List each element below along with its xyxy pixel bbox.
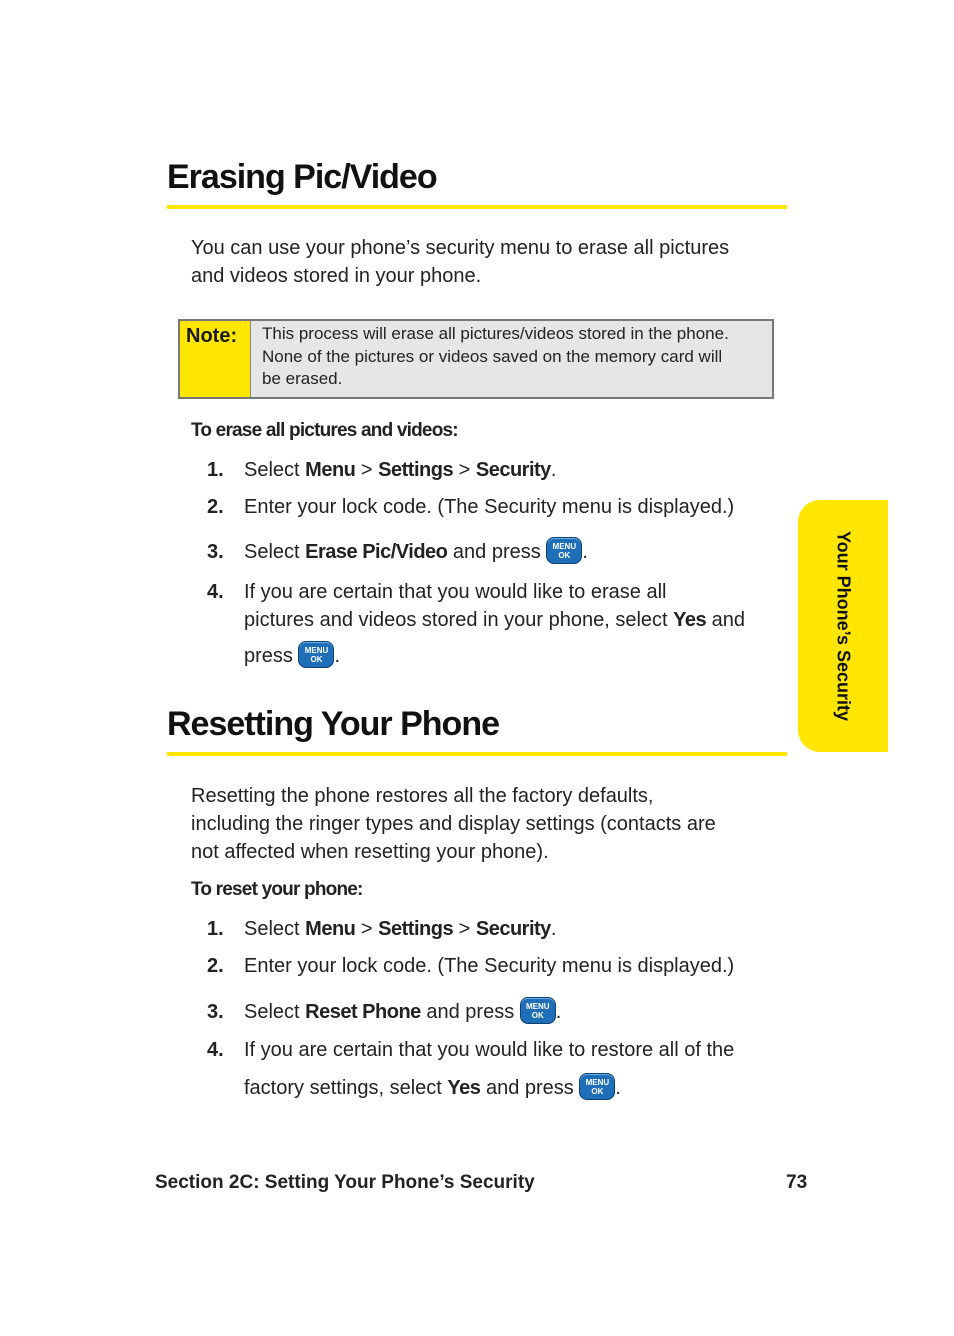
section-title: Resetting Your Phone [167, 704, 787, 756]
step-item: 3. Select Reset Phone and press MENU OK . [207, 998, 787, 1026]
footer-section-title: Section 2C: Setting Your Phone’s Security [155, 1172, 535, 1193]
page-number: 73 [786, 1172, 808, 1193]
step-item: 1. Select Menu > Settings > Security. [207, 459, 557, 481]
menu-ok-button-icon: MENU OK [520, 997, 556, 1024]
chapter-tab [798, 500, 888, 752]
step-item: 2. Enter your lock code. (The Security menu is displayed.) [207, 496, 735, 518]
step-item: 1. Select Menu > Settings > Security. [207, 918, 557, 940]
note-label: Note: [180, 321, 251, 397]
intro-text: Resetting the phone restores all the factory defaults, including the ringer types and display settings (contacts are not affected when resetting your phone). [191, 785, 716, 863]
chapter-tab-label: Your Phone’s Security [833, 530, 854, 722]
intro-text: You can use your phone’s security menu to erase all pictures and videos stored in your phone. [191, 237, 730, 287]
section-title: Erasing Pic/Video [167, 157, 787, 209]
step-item: 3. Select Erase Pic/Video and press MENU OK . [207, 538, 787, 566]
procedure-heading: To reset your phone: [191, 879, 363, 900]
note-text: This process will erase all pictures/videos stored in the phone. None of the pictures or videos saved on the memory card will be erased. [251, 321, 772, 397]
step-item: 4. If you are certain that you would like to restore all of the factory settings, select Yes and press MENU OK . [207, 1039, 735, 1099]
procedure-heading: To erase all pictures and videos: [191, 420, 458, 441]
note-box [178, 319, 774, 399]
step-item: 4. If you are certain that you would like to erase all pictures and videos stored in your phone, select Yes and press MENU OK . [207, 581, 746, 667]
menu-ok-button-icon: MENU OK [579, 1073, 615, 1100]
menu-ok-button-icon: MENU OK [546, 537, 582, 564]
menu-ok-button-icon: MENU OK [298, 641, 334, 668]
step-item: 2. Enter your lock code. (The Security menu is displayed.) [207, 955, 735, 977]
